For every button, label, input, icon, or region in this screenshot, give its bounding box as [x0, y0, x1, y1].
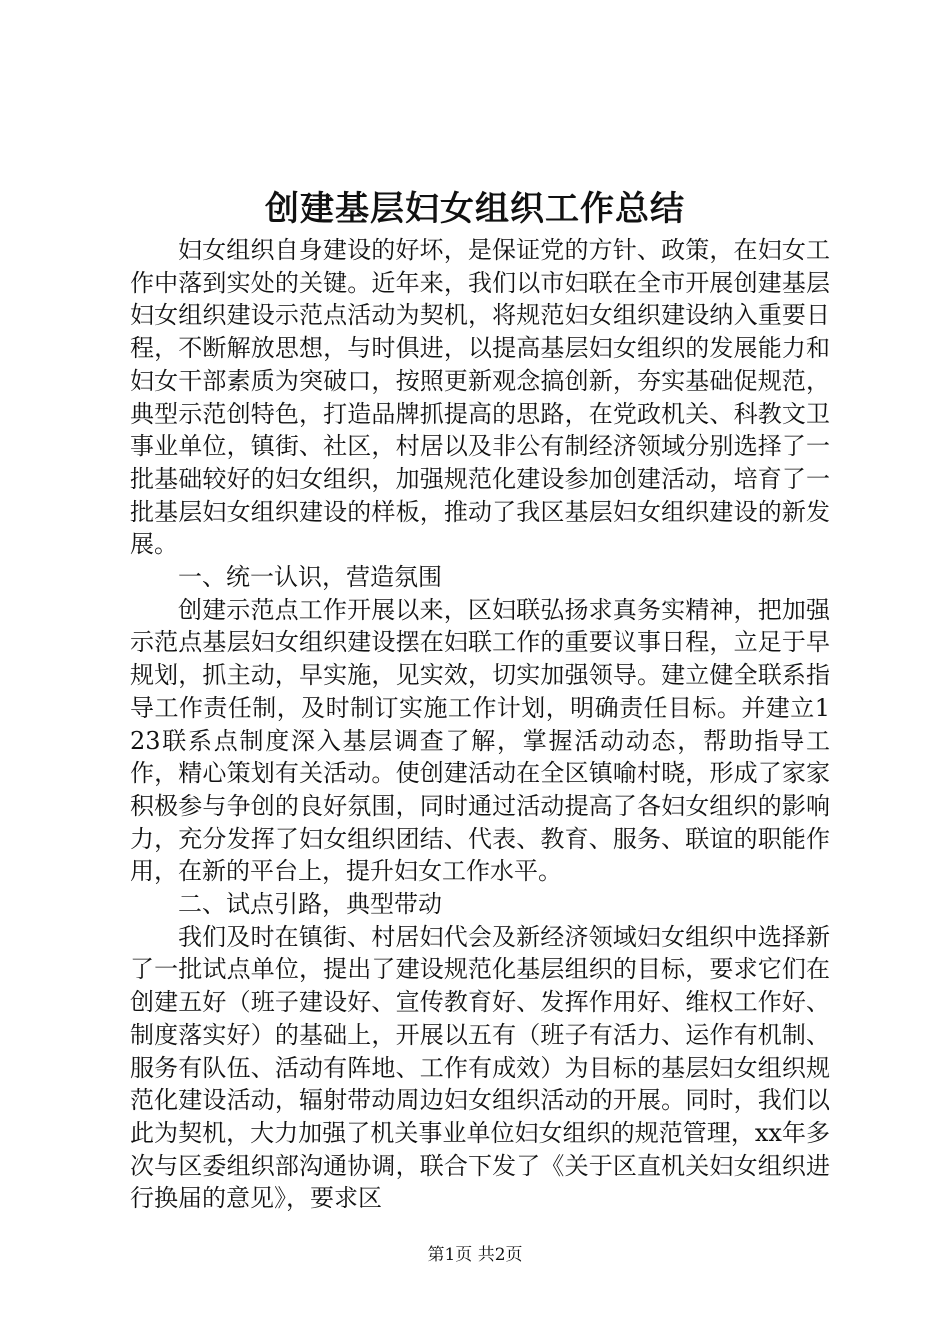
section-heading-2: 二、试点引路，典型带动: [178, 890, 442, 919]
paragraph-section-1: 创建示范点工作开展以来，区妇联弘扬求真务实精神，把加强示范点基层妇女组织建设摆在妇联工作的重要议事日程，立足于早规划，抓主动，早实施，见实效，切实加强领导。建立健全联系指导工作责任制，及时制订实施工作计划，明确责任目标。并建立123联系点制度深入基层调查了解，掌握活动动态，帮助指导工作，精心策划有关活动。使创建活动在全区镇喻村晓，形成了家家积极参与争创的良好氛围，同时通过活动提高了各妇女组织的影响力，充分发挥了妇女组织团结、代表、教育、服务、联谊的职能作用，在新的平台上，提升妇女工作水平。: [130, 595, 830, 886]
page-number-footer: 第1页 共2页: [427, 1245, 523, 1265]
document-title: 创建基层妇女组织工作总结: [265, 189, 685, 229]
paragraph-section-2: 我们及时在镇街、村居妇代会及新经济领域妇女组织中选择新了一批试点单位，提出了建设规范化基层组织的目标，要求它们在创建五好（班子建设好、宣传教育好、发挥作用好、维权工作好、制度落实好）的基础上，开展以五有（班子有活力、运作有机制、服务有队伍、活动有阵地、工作有成效）为目标的基层妇女组织规范化建设活动，辐射带动周边妇女组织活动的开展。同时，我们以此为契机，大力加强了机关事业单位妇女组织的规范管理，xx年多次与区委组织部沟通协调，联合下发了《关于区直机关妇女组织进行换届的意见》，要求区: [130, 922, 830, 1213]
document-body: [130, 234, 830, 1215]
paragraph-intro: 妇女组织自身建设的好坏，是保证党的方针、政策，在妇女工作中落到实处的关键。近年来，我们以市妇联在全市开展创建基层妇女组织建设示范点活动为契机，将规范妇女组织建设纳入重要日程，不断解放思想，与时俱进，以提高基层妇女组织的发展能力和妇女干部素质为突破口，按照更新观念搞创新，夯实基础促规范，典型示范创特色，打造品牌抓提高的思路，在党政机关、科教文卫事业单位，镇街、社区，村居以及非公有制经济领域分别选择了一批基础较好的妇女组织，加强规范化建设参加创建活动，培育了一批基层妇女组织建设的样板，推动了我区基层妇女组织建设的新发展。: [130, 236, 830, 559]
section-heading-1: 一、统一认识，营造氛围: [178, 563, 442, 592]
